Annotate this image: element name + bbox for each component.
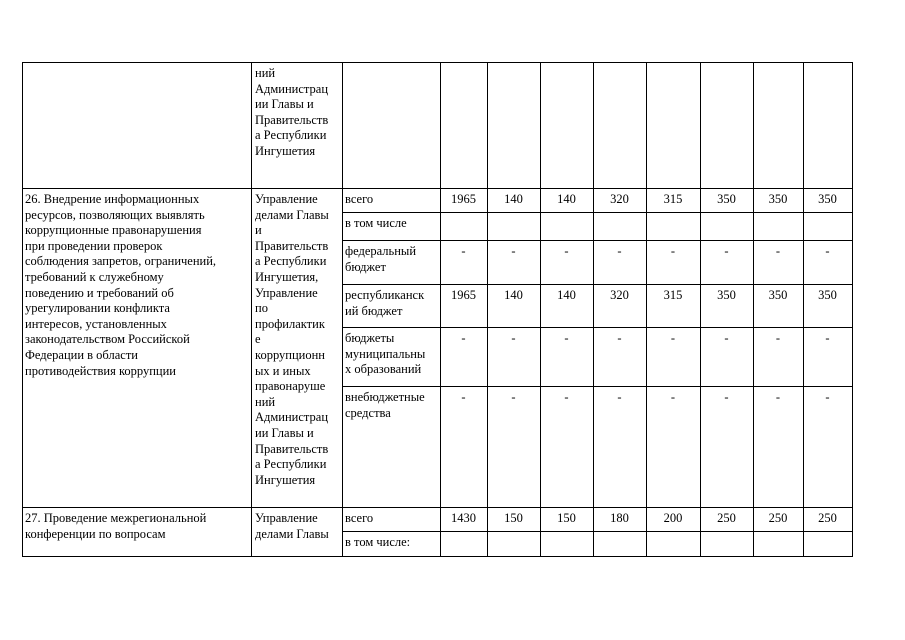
measure-text: ресурсов, позволяющих выявлять <box>25 207 205 222</box>
value-cell: - <box>825 331 830 345</box>
value-cell: 250 <box>818 511 837 525</box>
value-cell: - <box>617 331 622 345</box>
executor-text: Администрац <box>255 81 329 96</box>
value-cell: 150 <box>557 511 576 525</box>
subrow-border <box>342 212 853 213</box>
column-border <box>700 62 701 557</box>
executor-text: Ингушетия, <box>255 270 319 284</box>
executor-text: делами Главы <box>255 207 329 222</box>
value-cell: - <box>511 244 516 258</box>
source-text: бюджеты <box>345 331 395 345</box>
value-cell: 315 <box>663 192 683 206</box>
value-cell: 350 <box>818 288 837 302</box>
executor-text: Правительств <box>255 441 329 456</box>
measure-text: Федерации в области <box>25 348 138 362</box>
executor-text: по <box>255 301 268 316</box>
column-border <box>342 62 343 557</box>
value-cell: - <box>617 244 622 258</box>
executor-text: Правительств <box>255 112 329 127</box>
column-border <box>646 62 647 557</box>
value-cell: 140 <box>504 288 523 302</box>
value-cell: - <box>724 331 729 345</box>
source-text: ий бюджет <box>345 303 403 318</box>
value-cell: 250 <box>768 511 788 525</box>
executor-text: правонаруше <box>255 379 326 394</box>
value-cell: - <box>564 331 569 345</box>
value-cell: - <box>670 331 676 345</box>
executor-text: делами Главы <box>255 526 329 541</box>
measure-text: 26. Внедрение информационных <box>25 192 200 206</box>
measure-text: 27. Проведение межрегиональной <box>25 511 207 525</box>
measure-text: урегулировании конфликта <box>25 301 170 316</box>
measure-text: противодействия коррупции <box>25 363 176 378</box>
executor-text: коррупционн <box>255 348 325 362</box>
value-cell: - <box>825 390 830 404</box>
column-border <box>440 62 441 557</box>
value-cell: - <box>461 331 466 345</box>
value-cell: 350 <box>818 192 837 206</box>
value-cell: 180 <box>610 511 629 525</box>
executor-text: ых и иных <box>255 363 311 378</box>
source-text: всего <box>345 511 374 525</box>
value-cell: 140 <box>557 192 576 206</box>
executor-text: профилактик <box>255 316 325 331</box>
value-cell: 1965 <box>451 288 476 302</box>
subrow-border <box>342 327 853 328</box>
value-cell: 350 <box>768 288 788 302</box>
table-bottom-border <box>22 556 853 557</box>
executor-text: ии Главы и <box>255 426 314 440</box>
value-cell: 350 <box>768 192 788 206</box>
executor-text: Управление <box>255 192 318 206</box>
column-border <box>852 62 853 557</box>
executor-text: Администрац <box>255 410 329 425</box>
measure-text: интересов, установленных <box>25 316 167 331</box>
source-text: бюджет <box>345 259 386 274</box>
value-cell: 1430 <box>451 511 476 525</box>
subrow-border <box>342 386 853 387</box>
value-cell: - <box>461 390 466 404</box>
value-cell: - <box>775 244 781 258</box>
value-cell: 350 <box>717 288 736 302</box>
measure-text: конференции по вопросам <box>25 526 166 541</box>
table-top-border <box>22 62 853 63</box>
value-cell: - <box>617 390 622 404</box>
source-text: всего <box>345 192 374 206</box>
row-border <box>22 188 853 189</box>
subrow-border <box>342 284 853 285</box>
value-cell: 315 <box>663 288 683 302</box>
source-text: средства <box>345 405 391 420</box>
value-cell: - <box>724 390 729 404</box>
executor-text: Ингушетия <box>255 144 316 158</box>
source-text: х образований <box>345 362 422 377</box>
executor-text: а Республики <box>255 254 327 269</box>
source-text: в том числе <box>345 216 407 230</box>
value-cell: - <box>775 390 781 404</box>
executor-text: ний <box>255 394 276 409</box>
executor-text: Ингушетия <box>255 472 316 487</box>
column-border <box>487 62 488 557</box>
value-cell: 320 <box>610 288 629 302</box>
column-border <box>803 62 804 557</box>
value-cell: - <box>670 244 676 258</box>
measure-text: коррупционные правонарушения <box>25 223 202 238</box>
column-border <box>593 62 594 557</box>
value-cell: 140 <box>557 288 576 302</box>
value-cell: - <box>775 331 781 345</box>
source-text: внебюджетные <box>345 390 425 404</box>
value-cell: - <box>724 244 729 258</box>
value-cell: - <box>670 390 676 404</box>
source-text: федеральный <box>345 244 417 258</box>
subrow-border <box>342 240 853 241</box>
value-cell: 350 <box>717 192 736 206</box>
value-cell: - <box>511 390 516 404</box>
column-border <box>540 62 541 557</box>
column-border <box>753 62 754 557</box>
measure-text: поведению и требований об <box>25 285 174 300</box>
source-text: республиканск <box>345 288 425 302</box>
value-cell: - <box>461 244 466 258</box>
executor-text: ии Главы и <box>255 97 314 112</box>
source-text: в том числе: <box>345 535 411 549</box>
measure-text: законодательством Российской <box>25 332 190 347</box>
value-cell: 150 <box>504 511 523 525</box>
measure-text: требований к служебному <box>25 270 164 284</box>
value-cell: - <box>511 331 516 345</box>
measure-text: при проведении проверок <box>25 238 163 253</box>
row-border <box>22 507 853 508</box>
executor-text: а Республики <box>255 128 327 143</box>
subrow-border <box>342 531 853 532</box>
value-cell: - <box>564 390 569 404</box>
executor-text: Управление <box>255 511 318 525</box>
column-border <box>22 62 23 557</box>
value-cell: 200 <box>663 511 683 525</box>
executor-text: и <box>255 223 262 238</box>
source-text: муниципальны <box>345 346 426 361</box>
value-cell: - <box>564 244 569 258</box>
executor-text: е <box>255 332 261 347</box>
value-cell: 250 <box>717 511 736 525</box>
value-cell: 140 <box>504 192 523 206</box>
executor-text: ний <box>255 66 276 80</box>
executor-text: а Республики <box>255 457 327 472</box>
measure-text: соблюдения запретов, ограничений, <box>25 254 217 269</box>
value-cell: 320 <box>610 192 629 206</box>
column-border <box>251 62 252 557</box>
value-cell: - <box>825 244 830 258</box>
executor-text: Управление <box>255 285 318 300</box>
executor-text: Правительств <box>255 238 329 253</box>
value-cell: 1965 <box>451 192 476 206</box>
